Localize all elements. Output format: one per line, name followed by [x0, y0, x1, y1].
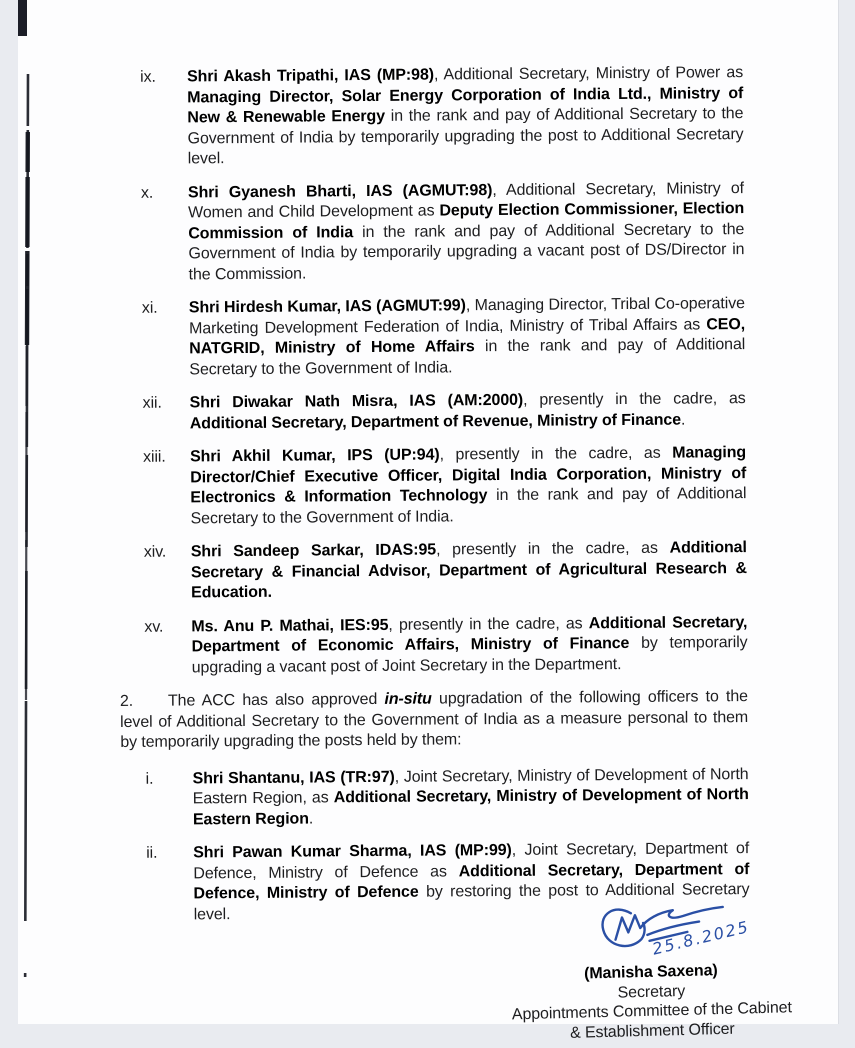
- paragraph-2-numeral: 2.: [119, 692, 134, 710]
- paragraph-2-text: The ACC has also approved in-situ upgradation of the following officers to the level of Additional Secretary to the Government of India as a measure personal to them by temporarily upgrading the posts held by them:: [120, 688, 749, 751]
- item-numeral: xi.: [141, 299, 158, 317]
- officer-item: [117, 294, 746, 381]
- document-body: [115, 63, 793, 1045]
- item-text: Shri Akhil Kumar, IPS (UP:94), presently in the cadre, as Managing Director/Chief Executive Officer, Digital India Corporation, Ministry of Electronics & Information Technology in the rank and pay of Additional Secretary to the Government of India.: [189, 444, 747, 527]
- item-numeral: xv.: [144, 618, 164, 636]
- item-text: Shri Diwakar Nath Misra, IAS (AM:2000), presently in the cadre, as Additional Secretary, Department of Revenue, Ministry of Finance.: [189, 390, 746, 432]
- item-text: Shri Pawan Kumar Sharma, IAS (MP:99), Joint Secretary, Department of Defence, Ministry of Defence as Additional Secretary, Department of Defence, Ministry of Defence by restoring the post to Additional Secretary level.: [193, 840, 750, 923]
- signature-date: 25.8.2025: [650, 917, 752, 959]
- item-text: Shri Gyanesh Bharti, IAS (AGMUT:98), Additional Secretary, Ministry of Women and Child Development as Deputy Election Commissioner, Election Commission of India in the rank and pay of Additional Secretary to the Government of India by temporarily upgrading a vacant post of DS/Director in the Commission.: [187, 179, 745, 283]
- item-numeral: xiv.: [143, 543, 167, 561]
- scan-corner-artifact: [18, 0, 27, 36]
- officer-item: [118, 443, 747, 530]
- officer-item: [119, 538, 747, 604]
- signatory-org-line2: & Establishment Officer: [569, 1020, 735, 1042]
- item-text: Shri Hirdesh Kumar, IAS (AGMUT:99), Managing Director, Tribal Co-operative Marketing Development Federation of India, Ministry of Tribal Affairs as CEO, NATGRID, Ministry of Home Affairs in the rank and pay of Additional Secretary to the Government of India.: [188, 295, 746, 378]
- item-numeral: ii.: [146, 844, 158, 862]
- document-page: [18, 0, 839, 1042]
- item-numeral: i.: [145, 770, 154, 788]
- signatory-name: (Manisha Saxena): [583, 962, 718, 983]
- officer-item: [119, 613, 747, 679]
- item-numeral: xii.: [142, 394, 162, 412]
- paragraph-2: [120, 687, 748, 753]
- item-text: Ms. Anu P. Mathai, IES:95, presently in the cadre, as Additional Secretary, Department of Economic Affairs, Ministry of Finance by temporarily upgrading a vacant post of Joint Secretary in the Department.: [191, 613, 748, 676]
- officer-item: [121, 765, 749, 831]
- item-numeral: x.: [140, 184, 154, 202]
- signature-block: [477, 896, 825, 1045]
- item-text: Shri Shantanu, IAS (TR:97), Joint Secretary, Ministry of Development of North Eastern Region, as Additional Secretary, Ministry of Development of North Eastern Region.: [192, 765, 749, 828]
- left-edge-shadow: [18, 0, 40, 1024]
- approval-list-primary: [115, 63, 748, 679]
- item-numeral: ix.: [140, 68, 156, 86]
- signature-ink-icon: [595, 897, 787, 964]
- signatory-title: Secretary: [617, 982, 686, 1002]
- signatory-org-line1: Appointments Committee of the Cabinet: [511, 999, 793, 1024]
- item-numeral: xiii.: [142, 448, 166, 466]
- officer-item: [116, 179, 745, 286]
- item-text: Shri Sandeep Sarkar, IDAS:95, presently in the cadre, as Additional Secretary & Financial Advisor, Department of Agricultural Research & Education.: [190, 539, 748, 602]
- officer-item: [118, 389, 746, 435]
- officer-item: [115, 63, 744, 170]
- item-text: Shri Akash Tripathi, IAS (MP:98), Additional Secretary, Ministry of Power as Managing Director, Solar Energy Corporation of India Ltd., Ministry of New & Renewable Energy in the rank and pay of Additional Secretary to the Government of India by temporarily upgrading the post to Additional Secretary level.: [187, 64, 744, 168]
